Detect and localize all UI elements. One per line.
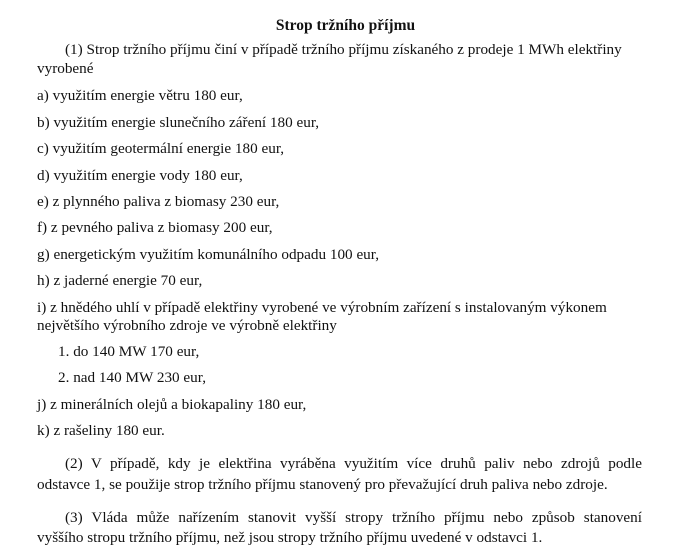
- paragraph-1-line-1: (1) Strop tržního příjmu činí v případě tržního příjmu získaného z prodeje 1 MWh elektřiny: [65, 41, 622, 58]
- document-title: Strop tržního příjmu: [275, 17, 416, 34]
- list-item-k: k) z rašeliny 180 eur.: [37, 422, 165, 439]
- list-item-b: b) využitím energie slunečního záření 180 eur,: [37, 114, 320, 131]
- paragraph-2-line-2: odstavce 1, se použije strop tržního příjmu stanovený pro převažující druh paliva nebo zdroje.: [37, 476, 608, 493]
- list-item-g: g) energetickým využitím komunálního odpadu 100 eur,: [37, 246, 380, 263]
- list-item-i-line-1: i) z hnědého uhlí v případě elektřiny vyrobené ve výrobním zařízení s instalovaným výkonem: [37, 299, 607, 316]
- list-item-c: c) využitím geotermální energie 180 eur,: [37, 140, 285, 157]
- list-item-a: a) využitím energie větru 180 eur,: [37, 87, 243, 104]
- list-item-d: d) využitím energie vody 180 eur,: [37, 167, 243, 184]
- list-item-f: f) z pevného paliva z biomasy 200 eur,: [37, 219, 273, 236]
- list-item-e: e) z plynného paliva z biomasy 230 eur,: [37, 193, 280, 210]
- list-item-i-line-2: největšího výrobního zdroje ve výrobně elektřiny: [37, 317, 337, 334]
- paragraph-3-line-1: (3) Vláda může nařízením stanovit vyšší stropy tržního příjmu nebo způsob stanovení: [65, 509, 642, 526]
- sub-item-2: 2. nad 140 MW 230 eur,: [58, 369, 207, 386]
- paragraph-3-line-2: vyššího stropu tržního příjmu, než jsou stropy tržního příjmu uvedené v odstavci 1.: [37, 529, 543, 546]
- paragraph-2-line-1: (2) V případě, kdy je elektřina vyráběna využitím více druhů paliv nebo zdrojů podle: [65, 455, 642, 472]
- sub-item-1: 1. do 140 MW 170 eur,: [58, 343, 200, 360]
- paragraph-1-line-2: vyrobené: [37, 60, 94, 77]
- list-item-j: j) z minerálních olejů a biokapaliny 180 eur,: [37, 396, 307, 413]
- list-item-h: h) z jaderné energie 70 eur,: [37, 272, 203, 289]
